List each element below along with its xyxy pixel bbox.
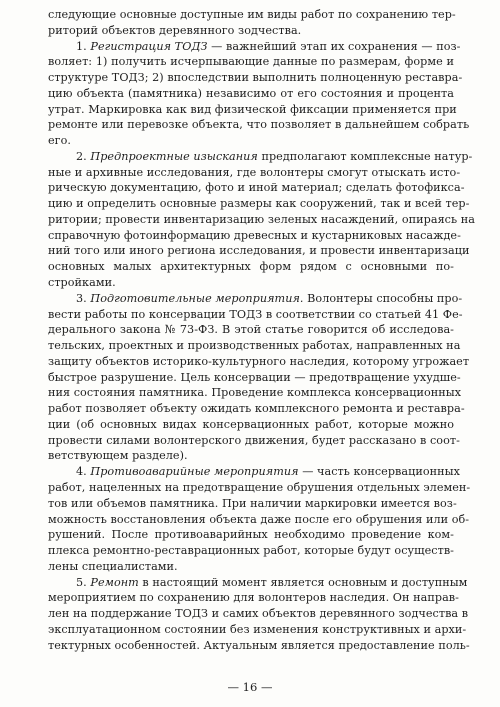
text-line — [48, 385, 462, 401]
text-line — [48, 417, 454, 433]
line-text: в настоящий момент является основным и доступным — [138, 575, 468, 589]
paragraph — [48, 7, 454, 39]
line-text: — важнейший этап их сохранения — поз- — [207, 39, 461, 53]
line-text: вести работы по консервации ТОДЗ в соответствии со статьей 41 Фе- — [48, 307, 463, 321]
item-number: 3. — [76, 291, 87, 305]
text-line — [48, 464, 460, 480]
line-text: предполагают комплексные натур- — [257, 149, 473, 163]
text-line — [48, 622, 467, 638]
item-number: 2. — [76, 149, 87, 163]
text-line — [48, 370, 461, 386]
line-text: ритории; провести инвентаризацию зеленых насаждений, опираясь на — [48, 212, 475, 226]
item-number: 5. — [76, 575, 87, 589]
section-term: Противоаварийные мероприятия — [90, 465, 299, 479]
line-text: быстрое разрушение. Цель консервации — предотвращение ухудше- — [48, 370, 461, 384]
line-text: утрат. Маркировка как вид физической фиксации применяется при — [48, 102, 457, 116]
line-text: — часть консервационных — [298, 465, 460, 479]
section-term: Ремонт — [90, 575, 139, 589]
text-line — [48, 433, 460, 449]
section-term: Подготовительные мероприятия. — [90, 291, 304, 305]
text-line — [48, 54, 454, 70]
text-line — [48, 243, 470, 259]
section-term: Предпроектные изыскания — [90, 149, 258, 163]
text-line — [48, 638, 470, 654]
line-text: плекса ремонтно-реставрационных работ, которые будут осуществ- — [48, 544, 454, 558]
text-line — [48, 448, 454, 464]
text-line — [48, 338, 461, 354]
line-text: тов или объемов памятника. При наличии маркировки имеется воз- — [48, 496, 457, 510]
line-text: воляет: 1) получить исчерпывающие данные по размерам, форме и — [48, 55, 454, 69]
page-number: — 16 — — [227, 680, 273, 694]
text-line — [48, 149, 473, 165]
line-text: дерального закона № 73-ФЗ. В этой статье говорится об исследова- — [48, 323, 454, 337]
text-line — [48, 527, 454, 543]
line-text: основных малых архитектурных форм рядом с основными по- — [48, 260, 454, 274]
line-text: лен на поддержание ТОДЗ и самих объектов деревянного зодчества в — [48, 607, 469, 621]
paragraph — [48, 39, 470, 149]
line-text: рическую документацию, фото и иной материал; сделать фотофикса- — [48, 181, 465, 195]
line-text: цию и определить основные размеры как сооружений, так и всей тер- — [48, 197, 470, 211]
paragraph — [48, 575, 470, 654]
text-line — [48, 275, 454, 291]
line-text: ные и архивные исследования, где волонтеры смогут отыскать исто- — [48, 165, 461, 179]
text-line — [48, 39, 461, 55]
line-text: рушений. После противоаварийных необходимо проведение ком- — [48, 528, 454, 542]
text-line — [48, 354, 470, 370]
text-line — [48, 212, 475, 228]
text-line — [48, 259, 454, 275]
line-text: защиту объектов историко-культурного наследия, которому угрожает — [48, 354, 470, 368]
text-line — [48, 307, 463, 323]
line-text: эксплуатационном состоянии без изменения конструктивных и архи- — [48, 622, 467, 636]
line-text: стройками. — [48, 276, 116, 290]
text-line — [48, 559, 454, 575]
text-line — [48, 291, 463, 307]
text-line — [48, 86, 454, 102]
text-line — [48, 23, 454, 39]
line-text: работ позволяет объекту ожидать комплексного ремонта и реставра- — [48, 402, 465, 416]
line-text: Волонтеры способны про- — [303, 291, 463, 305]
text-line — [48, 322, 454, 338]
text-line — [48, 7, 454, 23]
line-text: структуре ТОДЗ; 2) впоследствии выполнить полноценную реставра- — [48, 71, 463, 85]
body-text — [48, 7, 475, 653]
text-line — [48, 165, 461, 181]
line-text: ний того или иного региона исследования, и провести инвентаризаци — [48, 244, 470, 258]
text-line — [48, 228, 461, 244]
text-line — [48, 480, 471, 496]
line-text: риторий объектов деревянного зодчества. — [48, 23, 302, 37]
text-line — [48, 512, 470, 528]
item-number: 4. — [76, 465, 87, 479]
line-text: цию объекта (памятника) независимо от его состояния и процента — [48, 86, 454, 100]
line-text: ветствующем разделе). — [48, 449, 188, 463]
item-number: 1. — [76, 39, 87, 53]
text-line — [48, 496, 457, 512]
line-text: лены специалистами. — [48, 559, 178, 573]
text-line — [48, 196, 470, 212]
line-text: следующие основные доступные им виды работ по сохранению тер- — [48, 8, 456, 21]
text-line — [48, 133, 454, 149]
section-term: Регистрация ТОДЗ — [90, 39, 208, 53]
line-text: провести силами волонтерского движения, будет рассказано в соот- — [48, 433, 460, 447]
line-text: тектурных особенностей. Актуальным является предоставление поль- — [48, 638, 470, 652]
text-line — [48, 575, 468, 591]
line-text: справочную фотоинформацию древесных и кустарниковых насажде- — [48, 228, 461, 242]
line-text: ремонте или перевозке объекта, что позволяет в дальнейшем собрать — [48, 118, 470, 132]
paragraph — [48, 291, 470, 464]
line-text: тельских, проектных и производственных работах, направленных на — [48, 339, 461, 353]
text-line — [48, 590, 459, 606]
line-text: ции (об основных видах консервационных работ, которые можно — [48, 417, 454, 431]
line-text: мероприятием по сохранению для волонтеров наследия. Он направ- — [48, 591, 459, 605]
text-line — [48, 401, 465, 417]
paragraph — [48, 464, 471, 574]
line-text: ния состояния памятника. Проведение комплекса консервационных — [48, 386, 462, 400]
text-line — [48, 180, 465, 196]
text-line — [48, 102, 457, 118]
text-line — [48, 606, 469, 622]
line-text: его. — [48, 134, 71, 148]
text-line — [48, 70, 463, 86]
line-text: можность восстановления объекта даже после его обрушения или об- — [48, 512, 470, 526]
text-line — [48, 543, 454, 559]
text-line — [48, 117, 470, 133]
paragraph — [48, 149, 475, 291]
line-text: работ, нацеленных на предотвращение обрушения отдельных элемен- — [48, 480, 471, 494]
